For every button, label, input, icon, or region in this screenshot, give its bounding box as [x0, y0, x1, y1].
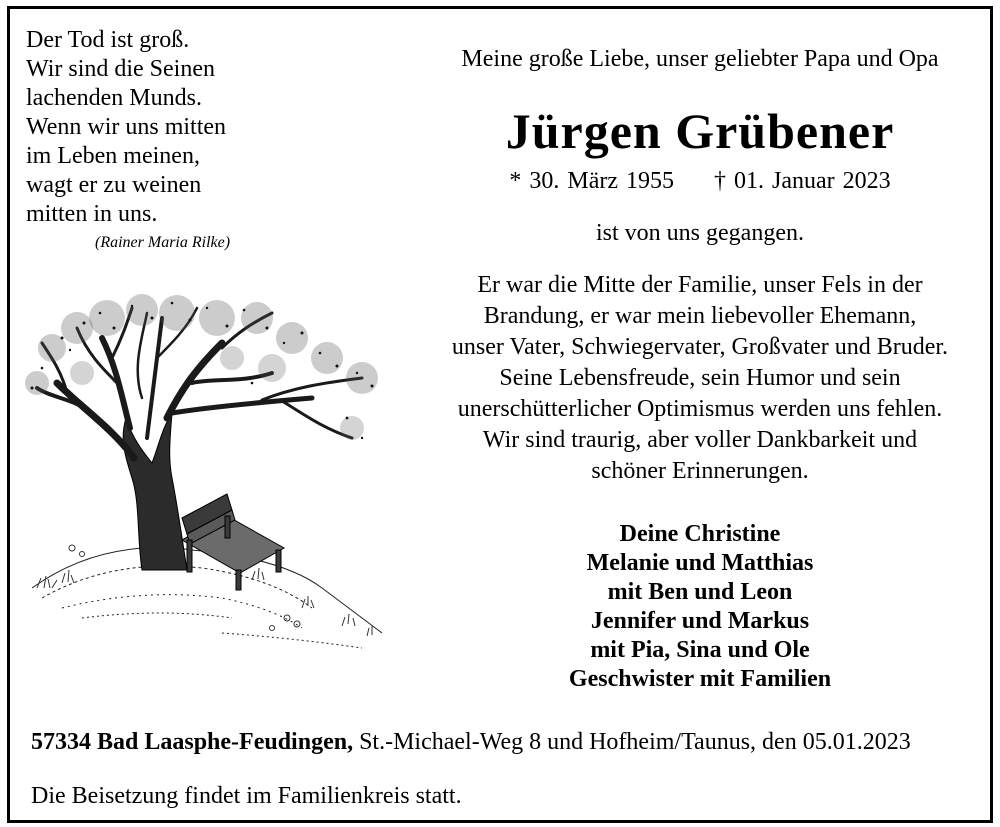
tribute-line: unerschütterlicher Optimismus werden uns fehlen. — [457, 396, 943, 422]
poem-line: lachenden Munds. — [26, 85, 202, 111]
tribute-line: Wir sind traurig, aber voller Dankbarkeit und — [482, 427, 918, 453]
tribute-text — [400, 270, 1000, 487]
tribute-line: Brandung, er war mein liebevoller Ehemann, — [483, 303, 917, 329]
tribute-line: Seine Lebensfreude, sein Humor und sein — [499, 365, 901, 391]
family-line: Melanie und Matthias — [586, 550, 814, 576]
poem — [26, 26, 326, 229]
poem-line: wagt er zu weinen — [26, 172, 202, 198]
deceased-name: Jürgen Grübener — [505, 103, 895, 159]
poem-line: Wir sind die Seinen — [26, 56, 215, 82]
poem-line: mitten in uns. — [26, 201, 158, 227]
tribute-line: unser Vater, Schwiegervater, Großvater und Bruder. — [451, 334, 949, 360]
park-bench — [182, 494, 284, 590]
passed-away-line: ist von uns gegangen. — [596, 220, 804, 246]
tree-trunk — [123, 413, 187, 570]
birth-date: * 30. März 1955 — [509, 168, 674, 194]
intro-line: Meine große Liebe, unser geliebter Papa und Opa — [461, 46, 939, 72]
funeral-note: Die Beisetzung findet im Familienkreis statt. — [31, 783, 462, 809]
family-line: mit Ben und Leon — [607, 579, 793, 605]
tribute-line: Er war die Mitte der Familie, unser Fels in der — [477, 272, 923, 298]
family-line: mit Pia, Sina und Ole — [590, 637, 810, 663]
family-line: Deine Christine — [619, 521, 781, 547]
family-line: Geschwister mit Familien — [568, 666, 832, 692]
tree-with-bench-illustration — [22, 288, 400, 668]
life-dates — [400, 166, 1000, 196]
death-date: † 01. Januar 2023 — [714, 168, 891, 194]
address-city: 57334 Bad Laasphe-Feudingen, — [31, 729, 354, 755]
poem-line: im Leben meinen, — [26, 143, 200, 169]
family-signatures — [400, 520, 1000, 694]
tribute-line: schöner Erinnerungen. — [591, 458, 809, 484]
poem-line: Der Tod ist groß. — [26, 27, 190, 53]
address-line — [31, 727, 911, 757]
hill-ground — [32, 548, 382, 648]
address-details: St.-Michael-Weg 8 und Hofheim/Taunus, den 05.01.2023 — [353, 729, 911, 755]
poem-author: (Rainer Maria Rilke) — [95, 234, 231, 251]
poem-line: Wenn wir uns mitten — [26, 114, 227, 140]
family-line: Jennifer und Markus — [590, 608, 810, 634]
